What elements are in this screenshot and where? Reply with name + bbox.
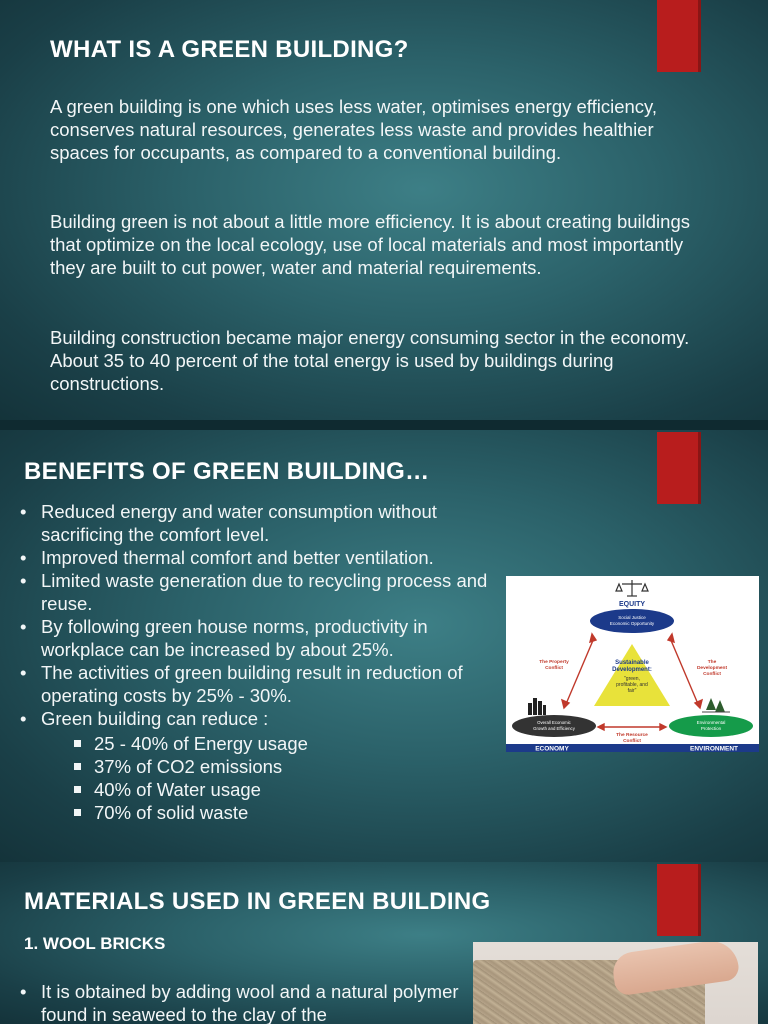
development-conflict-line1: The (707, 660, 717, 665)
list-item: 70% of solid waste (72, 801, 562, 824)
paragraph-efficiency: Building green is not about a little more efficiency. It is about creating buildings that optimize on the local ecology, use of local materials and most importantly they are built to cut power, water and material requirements. (50, 211, 690, 278)
slide-title: WHAT IS A GREEN BUILDING? (50, 36, 409, 63)
development-conflict-line3: Conflict (703, 672, 721, 677)
wool-bricks-list (18, 980, 468, 1024)
list-item: • Green building can reduce : (18, 707, 508, 730)
environment-box-line1: Environmental (696, 720, 726, 725)
slide-separator (0, 420, 768, 430)
center-quote-line3: fair" (627, 688, 637, 694)
list-item: • Improved thermal comfort and better ventilation. (18, 546, 508, 569)
list-item: • Limited waste generation due to recycling process and reuse. (18, 569, 508, 615)
slide-what-is-green-building (0, 0, 768, 420)
resource-conflict-line1: The Resource (616, 733, 648, 738)
sustainability-triangle (594, 644, 670, 706)
center-quote-line1: "green, (624, 676, 640, 682)
property-conflict-line2: Conflict (545, 666, 563, 671)
list-item: 25 - 40% of Energy usage (72, 732, 562, 755)
list-item: 37% of CO2 emissions (72, 755, 562, 778)
center-quote-line2: profitable, and (616, 682, 648, 688)
resource-conflict-line2: Conflict (623, 739, 641, 744)
sustainability-diagram-svg (506, 576, 759, 752)
list-item: • By following green house norms, productivity in workplace can be increased by about 25%. (18, 615, 508, 661)
trees-icon (702, 698, 730, 712)
center-title-line2: Development: (612, 667, 652, 673)
city-skyline-icon (528, 698, 546, 715)
section-subheading: 1. WOOL BRICKS (24, 934, 166, 953)
reduction-sublist (72, 732, 562, 824)
economy-box-line2: Growth and Efficiency (533, 726, 575, 731)
slide-title: MATERIALS USED IN GREEN BUILDING (24, 888, 491, 915)
paragraph-energy-use: Building construction became major energy consuming sector in the economy. About 35 to 40 percent of the total energy is used by buildings during constructions. (50, 327, 690, 394)
list-item: • The activities of green building result in reduction of operating costs by 25% - 30%. (18, 661, 508, 707)
red-accent-tab (657, 0, 701, 72)
property-conflict-line1: The Property (539, 660, 569, 665)
paragraph-definition: A green building is one which uses less water, optimises energy efficiency, conserves natural resources, generates less waste and provides healthier spaces for occupants, as compared to a conventional building. (50, 96, 658, 163)
list-item: • Reduced energy and water consumption without sacrificing the comfort level. (18, 500, 508, 546)
equity-box-line1: Social Justice (618, 615, 646, 620)
environment-label: ENVIRONMENT (689, 745, 739, 752)
equity-label: EQUITY (618, 601, 646, 608)
list-item: 40% of Water usage (72, 778, 562, 801)
slide-materials (0, 862, 768, 1024)
development-conflict-line2: Development (696, 666, 728, 671)
list-item: • It is obtained by adding wool and a natural polymer found in seaweed to the clay of the (18, 980, 468, 1024)
benefits-list (18, 500, 508, 730)
wool-brick-photo (473, 942, 758, 1024)
environment-box-line2: Protection (700, 726, 722, 731)
slide-benefits (0, 430, 768, 862)
sustainability-diagram (506, 576, 759, 752)
economy-label: ECONOMY (535, 745, 569, 752)
center-title-line1: Sustainable (615, 660, 649, 666)
equity-box-line2: Economic Opportunity (609, 621, 655, 626)
slide-title: BENEFITS OF GREEN BUILDING… (24, 458, 430, 485)
red-accent-tab (657, 432, 701, 504)
scales-icon (616, 580, 648, 596)
red-accent-tab (657, 864, 701, 936)
economy-box-line1: Overall Economic (537, 720, 571, 725)
